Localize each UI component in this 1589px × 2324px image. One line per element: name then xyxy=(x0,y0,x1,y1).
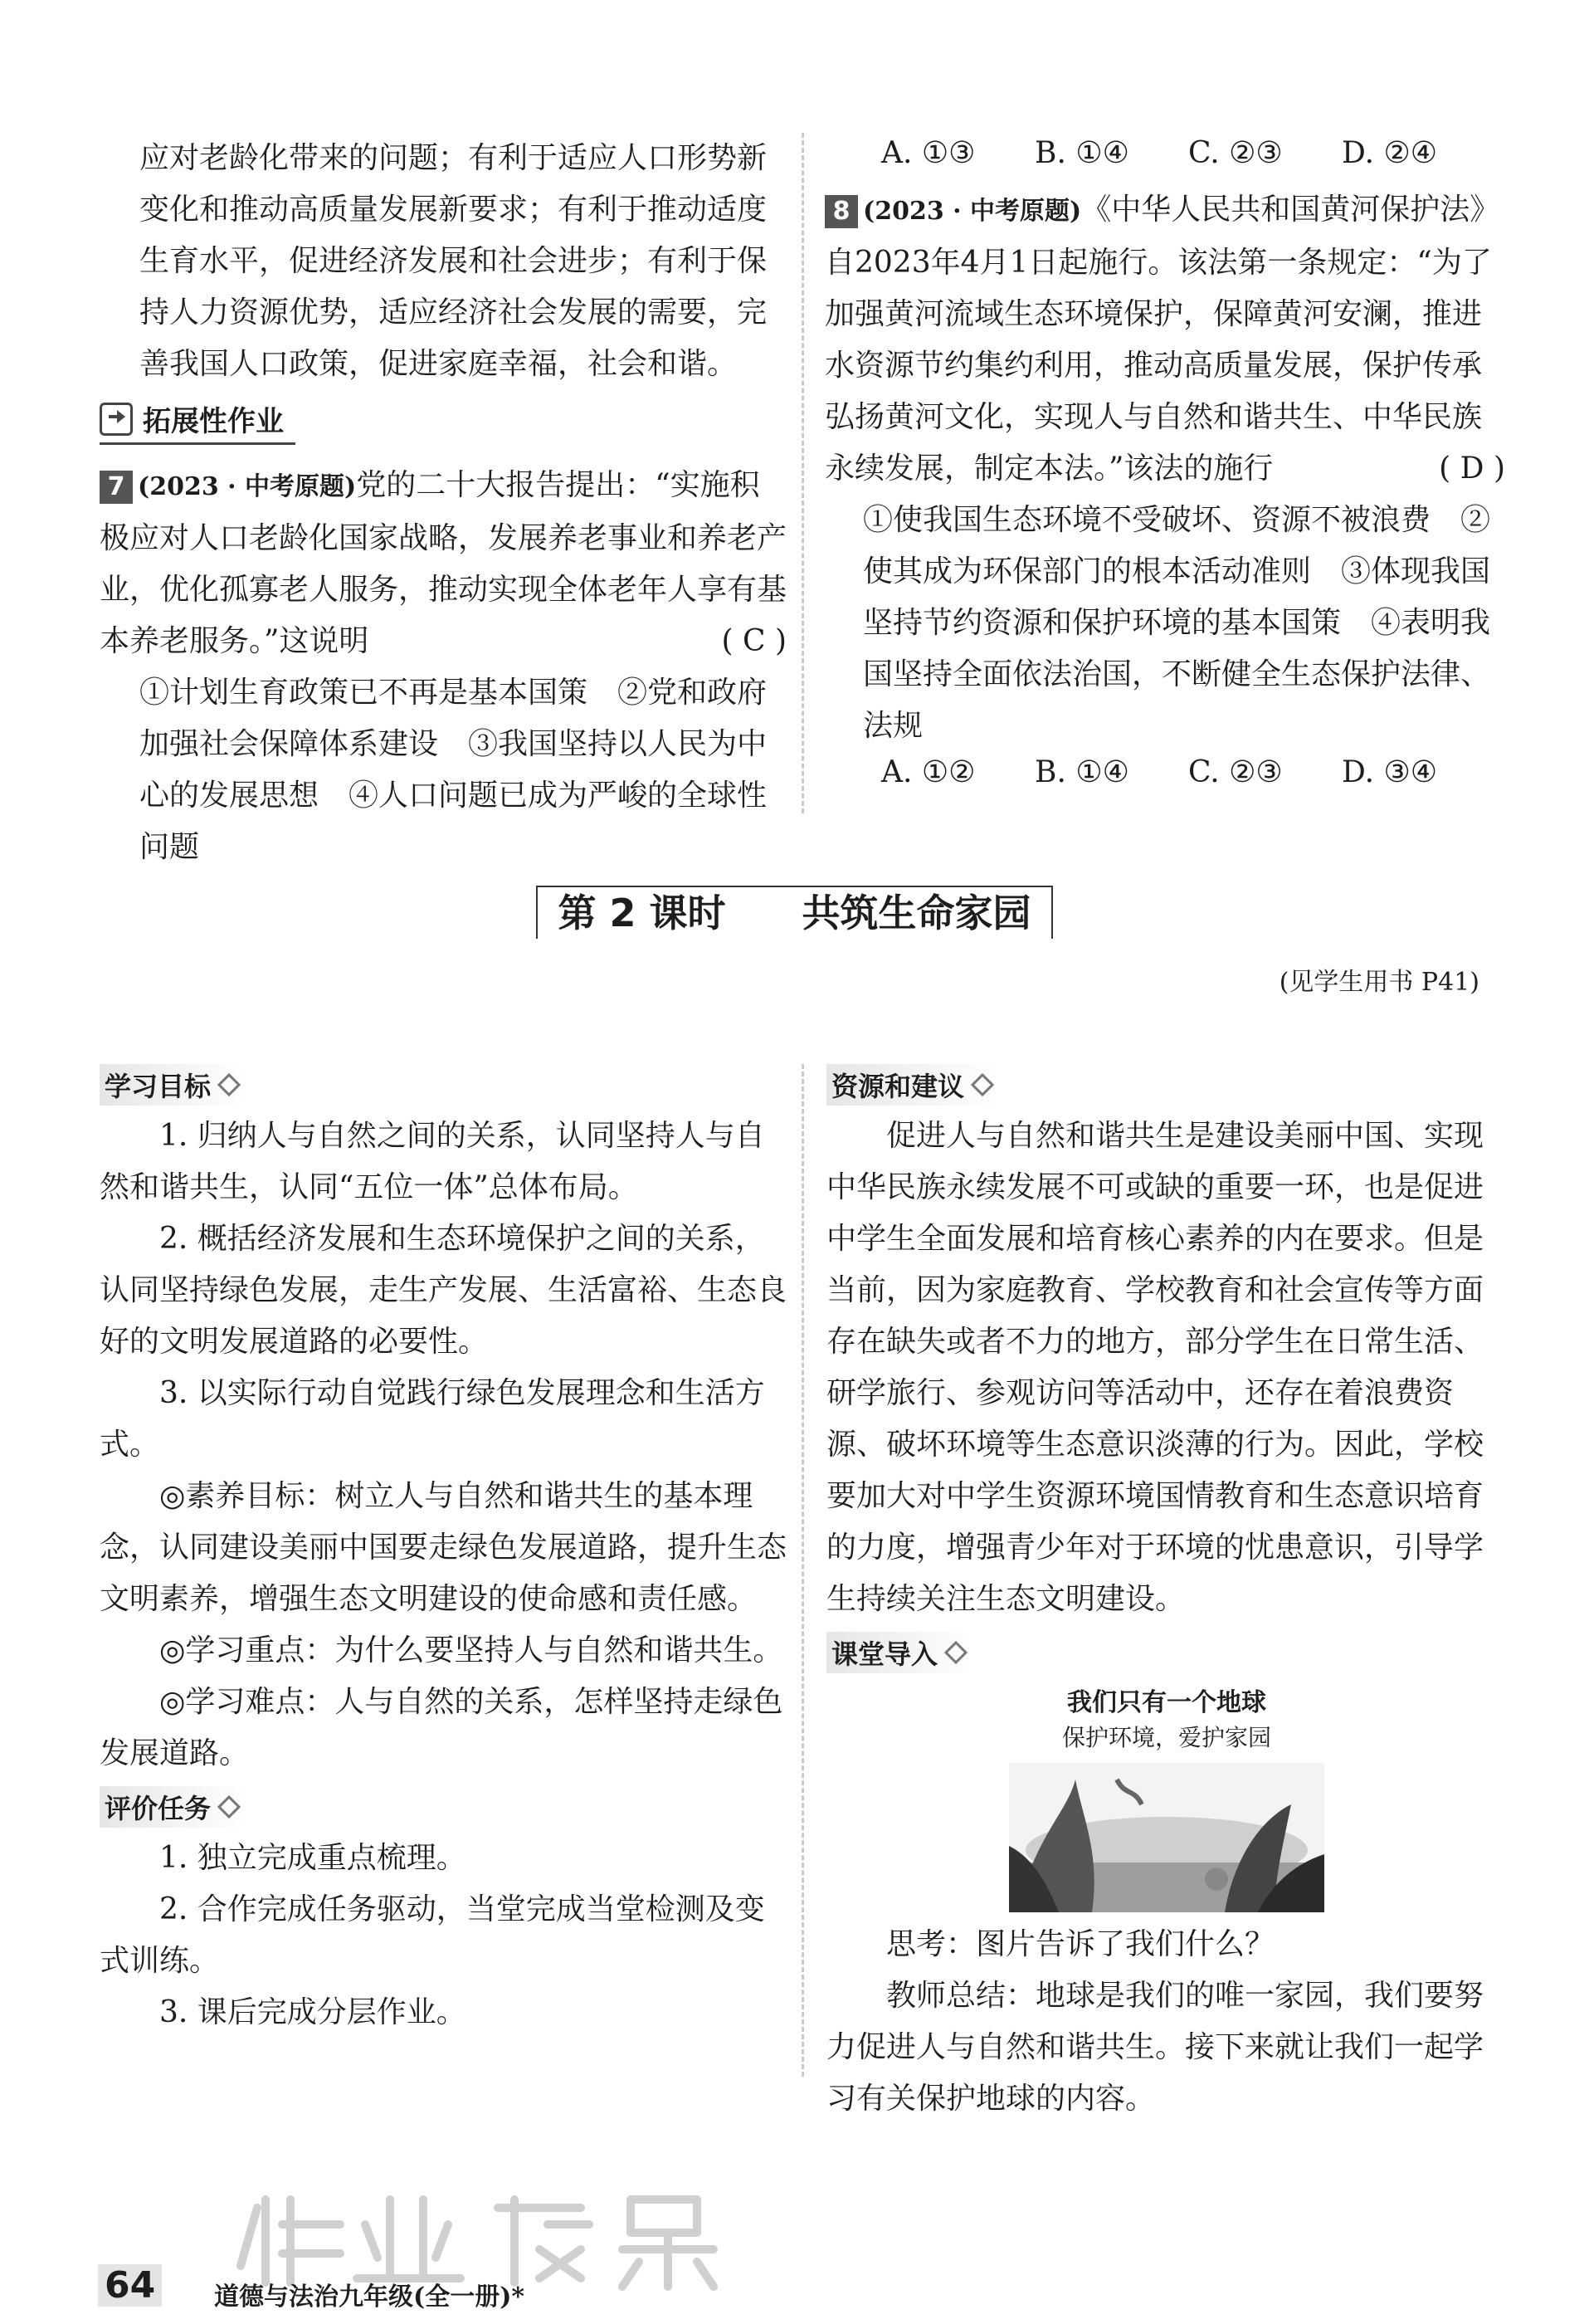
arrow-icon xyxy=(100,403,133,436)
tasks-heading: 评价任务 xyxy=(105,1793,212,1824)
prev-options xyxy=(881,136,1495,170)
extension-heading xyxy=(100,398,295,445)
question-source: (2023 · 中考原题) xyxy=(863,197,1082,226)
task-item: 2. 合作完成任务驱动，当堂完成当堂检测及变式训练。 xyxy=(100,1892,765,1978)
option-a: A. ①③ xyxy=(881,136,976,170)
resources-paragraph: 促进人与自然和谐共生是建设美丽中国、实现中华民族永续发展不可或缺的重要一环，也是促进中学生全面发展和培育核心素养的内在要求。但是当前，因为家庭教育、学校教育和社会宣传等方面存在缺失或者不力的地方，部分学生在日常生活、研学旅行、参观访问等活动中，还存在着浪费资源、破坏环境等生态意识淡薄的行为。因此，学校要加大对中学生资源环境国情教育和生态意识培育的力度，增强青少年对于环境的忧患意识，引导学生持续关注生态文明建设。 xyxy=(826,1119,1484,1616)
book-reference: (见学生用书 P41) xyxy=(1279,968,1479,997)
diamond-icon xyxy=(944,1641,968,1664)
column-divider-bottom xyxy=(802,1064,804,2077)
task-item: 3. 课后完成分层作业。 xyxy=(159,1995,466,2029)
question-choices: ①计划生育政策已不再是基本国策 ②党和政府加强社会保障体系建设 ③我国坚持以人民为中心的发展思想 ④人口问题已成为严峻的全球性问题 xyxy=(139,676,768,864)
continuation-paragraph: 应对老龄化带来的问题；有利于适应人口形势新变化和推动高质量发展新要求；有利于推动适度生育水平，促进经济发展和社会进步；有利于保持人力资源优势，适应经济社会发展的需要，完善我国人口政策，促进家庭幸福，社会和谐。 xyxy=(139,141,768,381)
book-name: 道德与法治九年级(全一册)* xyxy=(214,2282,525,2312)
poster-title: 我们只有一个地球 xyxy=(1067,1688,1266,1717)
left-top-column xyxy=(139,133,787,390)
diamond-icon xyxy=(217,1795,241,1819)
goal-item: ◎学习难点：人与自然的关系，怎样坚持走绿色发展道路。 xyxy=(100,1685,783,1770)
resources-section xyxy=(826,1064,1507,2125)
question-stem: 《中华人民共和国黄河保护法》自2023年4月1日起施行。该法第一条规定：“为了加强黄河流域生态环境保护，保障黄河安澜，推进水资源节约集约利用，推动高质量发展，保护传承弘扬黄河文化，实现人与自然和谐共生、中华民族永续发展，制定本法。”该法的施行 xyxy=(825,193,1500,486)
goal-item: 3. 以实际行动自觉践行绿色发展理念和生活方式。 xyxy=(100,1376,765,1462)
task-item: 1. 独立完成重点梳理。 xyxy=(159,1841,466,1875)
learning-goals-section xyxy=(100,1064,788,2038)
question-number: 7 xyxy=(100,471,133,504)
goal-item: 2. 概括经济发展和生态环境保护之间的关系，认同坚持绿色发展，走生产发展、生活富裕、生态良好的文明发展道路的必要性。 xyxy=(100,1222,787,1359)
question-choices: ①使我国生态环境不受破坏、资源不被浪费 ②使其成为环保部门的根本活动准则 ③体现我国坚持节约资源和保护环境的基本国策 ④表明我国坚持全面依法治国，不断健全生态保护法律、法规 xyxy=(863,503,1491,743)
lesson-title xyxy=(536,886,1052,939)
column-divider-top xyxy=(802,133,804,813)
goals-heading: 学习目标 xyxy=(105,1071,212,1102)
question-source: (2023 · 中考原题) xyxy=(138,472,357,501)
question-number: 8 xyxy=(825,195,858,228)
poster-subtitle: 保护环境，爱护家园 xyxy=(1061,1724,1271,1751)
extension-heading-label: 拓展性作业 xyxy=(143,405,284,438)
goal-item: ◎素养目标：树立人与自然和谐共生的基本理念，认同建设美丽中国要走绿色发展道路，提升生态文明素养，增强生态文明建设的使命感和责任感。 xyxy=(100,1479,787,1616)
lesson-title-bar xyxy=(0,883,1589,938)
poster xyxy=(826,1685,1507,1916)
page-number: 64 xyxy=(98,2264,162,2307)
nature-illustration xyxy=(1009,1763,1324,1912)
goal-item: 1. 归纳人与自然之间的关系，认同坚持人与自然和谐共生，认同“五位一体”总体布局。 xyxy=(100,1119,765,1204)
option-b: B. ①④ xyxy=(1035,136,1129,170)
question-8 xyxy=(825,184,1505,789)
teacher-summary: 教师总结：地球是我们的唯一家园，我们要努力促进人与自然和谐共生。接下来就让我们一起学习有关保护地球的内容。 xyxy=(826,1979,1484,2116)
option-a: A. ①② xyxy=(881,755,976,789)
resources-heading: 资源和建议 xyxy=(831,1071,965,1102)
option-b: B. ①④ xyxy=(1035,755,1129,789)
question-stem: 党的二十大报告提出：“实施积极应对人口老龄化国家战略，发展养老事业和养老产业，优化孤寡老人服务，推动实现全体老年人享有基本养老服务。”这说明 xyxy=(100,468,787,658)
think-question: 思考：图片告诉了我们什么？ xyxy=(886,1927,1275,1961)
option-d: D. ②④ xyxy=(1342,136,1438,170)
diamond-icon xyxy=(217,1073,241,1096)
goal-item: ◎学习重点：为什么要坚持人与自然和谐共生。 xyxy=(159,1633,783,1667)
answer-bracket: ( C ) xyxy=(721,624,787,658)
diamond-icon xyxy=(971,1073,994,1096)
lesson-title-text: 共筑生命家园 xyxy=(802,891,1031,935)
option-d: D. ③④ xyxy=(1342,755,1438,789)
intro-heading: 课堂导入 xyxy=(831,1638,938,1670)
answer-bracket: ( D ) xyxy=(1439,452,1505,486)
option-c: C. ②③ xyxy=(1188,136,1283,170)
option-c: C. ②③ xyxy=(1188,755,1283,789)
lesson-period: 第 2 课时 xyxy=(558,891,726,935)
question-7 xyxy=(100,460,787,873)
